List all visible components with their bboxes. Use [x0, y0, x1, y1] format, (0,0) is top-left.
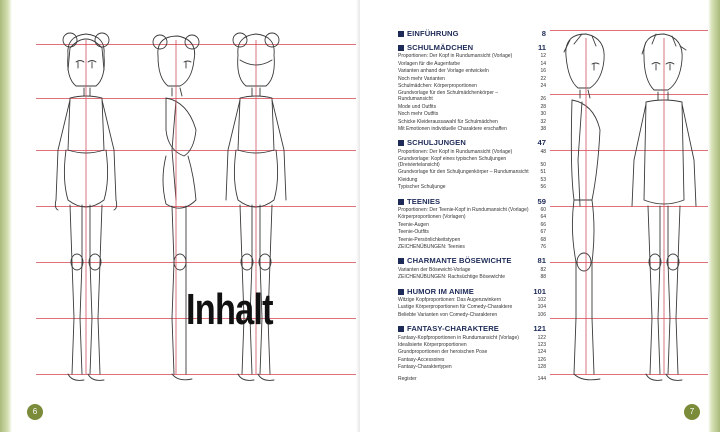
toc-entry[interactable] — [398, 149, 546, 155]
toc-entry-title: Idealisierte Körperproportionen — [398, 341, 467, 348]
toc-entry-title: Fantasy-Kopfproportionen in Rundumansicht (Vorlage) — [398, 334, 519, 341]
toc-entry-page: 16 — [540, 68, 546, 75]
toc-entry-title: Schulmädchen: Körperproportionen — [398, 82, 477, 89]
toc-entry-page: 123 — [537, 341, 546, 348]
toc-entry-title: Register — [398, 376, 417, 383]
toc-section-title: CHARMANTE BÖSEWICHTE — [407, 256, 512, 266]
toc-entry-page: 24 — [540, 82, 546, 89]
toc-entry[interactable] — [398, 364, 546, 370]
toc-entry-title: Vorlagen für die Augenfarbe — [398, 60, 460, 67]
toc-entry-page: 102 — [537, 296, 546, 303]
toc-entry-page: 104 — [537, 304, 546, 311]
square-bullet-icon — [398, 326, 404, 332]
toc-spacer — [398, 282, 546, 285]
toc-entry-page: 51 — [540, 169, 546, 176]
toc-section-page: 101 — [533, 286, 546, 296]
toc-entry-page: 50 — [540, 162, 546, 169]
toc-entry-title: Grundvorlage: Kopf eines typischen Schuljungen (Dreiviertelansicht) — [398, 156, 507, 169]
toc-entry-title: Grundvorlage für den Schulmädchenkörper – Rundumansicht — [398, 90, 499, 103]
toc-section-title: FANTASY-CHARAKTERE — [407, 324, 499, 334]
toc-entry[interactable] — [398, 229, 546, 235]
toc-entry-title: Varianten anhand der Vorlage entwickeln — [398, 68, 489, 75]
toc-section-page: 8 — [541, 29, 546, 38]
toc-section-heading[interactable] — [398, 197, 546, 206]
toc-entry[interactable] — [398, 68, 546, 74]
toc-spacer — [398, 133, 546, 136]
toc-entry[interactable] — [398, 156, 546, 168]
toc-entry[interactable] — [398, 237, 546, 243]
toc-entry-page: 88 — [540, 274, 546, 281]
toc-entry[interactable] — [398, 119, 546, 125]
toc-entry-page: 26 — [540, 96, 546, 103]
toc-entry[interactable] — [398, 335, 546, 341]
toc-entry[interactable] — [398, 53, 546, 59]
toc-entry-page: 67 — [540, 229, 546, 236]
toc-entry[interactable] — [398, 126, 546, 132]
toc-entry[interactable] — [398, 267, 546, 273]
toc-entry-title: Teenie-Augen — [398, 221, 429, 228]
toc-entry-page: 64 — [540, 214, 546, 221]
toc-entry-title: Proportionen: Der Kopf in Rundumansicht (Vorlage) — [398, 148, 513, 155]
toc-entry-page: 38 — [540, 125, 546, 132]
toc-entry-page: 32 — [540, 118, 546, 125]
toc-entry-title: Proportionen: Der Kopf in Rundumansicht (Vorlage) — [398, 53, 513, 60]
toc-entry-page: 66 — [540, 221, 546, 228]
square-bullet-icon — [398, 45, 404, 51]
toc-entry-title: ZEICHENÜBUNGEN: Teenies — [398, 243, 465, 250]
toc-entry-title: Grundproportionen der heroischen Pose — [398, 349, 488, 356]
toc-entry-title: ZEICHENÜBUNGEN: Rachsüchtige Bösewichte — [398, 274, 505, 281]
toc-spacer — [398, 192, 546, 195]
toc-entry[interactable] — [398, 274, 546, 280]
toc-spacer — [398, 251, 546, 254]
square-bullet-icon — [398, 258, 404, 264]
toc-entry-title: Teenie-Persönlichkeitstypen — [398, 236, 461, 243]
toc-entry-page: 56 — [540, 184, 546, 191]
square-bullet-icon — [398, 289, 404, 295]
toc-entry-title: Typischer Schuljunge — [398, 184, 446, 191]
toc-entry-title: Beliebte Varianten von Comedy-Charakteren — [398, 311, 498, 318]
toc-entry-page: 124 — [537, 349, 546, 356]
toc-entry-title: Fantasy-Accessoires — [398, 356, 445, 363]
toc-section-page: 11 — [537, 43, 546, 52]
toc-entry-page: 82 — [540, 266, 546, 273]
toc-entry-page: 144 — [537, 376, 546, 383]
toc-entry-title: Körperproportionen (Vorlagen) — [398, 214, 466, 221]
toc-entry-page: 126 — [537, 356, 546, 363]
toc-entry[interactable] — [398, 222, 546, 228]
toc-entry[interactable] — [398, 83, 546, 89]
toc-entry-page: 106 — [537, 311, 546, 318]
toc-section-title: TEENIES — [407, 196, 441, 206]
toc-entry-page: 14 — [540, 60, 546, 67]
toc-section-heading[interactable] — [398, 29, 546, 38]
square-bullet-icon — [398, 199, 404, 205]
square-bullet-icon — [398, 31, 404, 37]
toc-section-heading[interactable] — [398, 287, 546, 296]
toc-entry[interactable] — [398, 111, 546, 117]
toc-entry[interactable] — [398, 104, 546, 110]
toc-entry-title: Witzige Kopfproportionen: Das Augenzwinkern — [398, 296, 502, 303]
toc-entry-page: 22 — [540, 75, 546, 82]
toc-entry-title: Teenie-Outfits — [398, 229, 429, 236]
toc-entry[interactable] — [398, 61, 546, 67]
page-number-left: 6 — [27, 404, 43, 420]
toc-entry[interactable] — [398, 244, 546, 250]
toc-entry[interactable] — [398, 304, 546, 310]
toc-entry[interactable] — [398, 184, 546, 190]
toc-register-entry[interactable] — [398, 376, 546, 382]
toc-entry-title: Lustige Körperproportionen für Comedy-Charaktere — [398, 304, 513, 311]
toc-entry-title: Proportionen: Der Teenie-Kopf in Rundumansicht (Vorlage) — [398, 207, 529, 214]
toc-entry-title: Grundvorlage für den Schuljungenkörper – Rundumansicht — [398, 169, 529, 176]
table-of-contents — [398, 27, 546, 383]
toc-section-heading[interactable] — [398, 43, 546, 52]
toc-section-page: 47 — [537, 138, 546, 148]
toc-spacer — [398, 38, 546, 41]
toc-entry-page: 122 — [537, 334, 546, 341]
boy-side-view — [564, 34, 604, 380]
toc-section-title: SCHULJUNGEN — [407, 138, 466, 148]
toc-section-title: EINFÜHRUNG — [407, 29, 459, 38]
toc-entry[interactable] — [398, 342, 546, 348]
toc-entry[interactable] — [398, 357, 546, 363]
toc-entry-page: 76 — [540, 243, 546, 250]
toc-entry-page: 12 — [540, 53, 546, 60]
toc-entry-page: 128 — [537, 364, 546, 371]
toc-entry-title: Schicke Kleideraussawahl für Schulmädchen — [398, 118, 498, 125]
toc-section-page: 81 — [537, 256, 546, 266]
toc-entry-title: Noch mehr Outfits — [398, 111, 439, 118]
toc-entry[interactable] — [398, 169, 546, 175]
toc-spacer — [398, 319, 546, 322]
toc-entry-title: Mit Emotionen individuelle Charaktere erschaffen — [398, 125, 507, 132]
toc-entry-title: Varianten der Bösewicht-Vorlage — [398, 266, 471, 273]
toc-entry-title: Noch mehr Varianten — [398, 75, 445, 82]
toc-entry-page: 28 — [540, 103, 546, 110]
toc-entry-page: 53 — [540, 176, 546, 183]
toc-entry-page: 68 — [540, 236, 546, 243]
toc-entry-page: 30 — [540, 111, 546, 118]
toc-section-title: HUMOR IM ANIME — [407, 286, 474, 296]
right-page — [360, 0, 720, 432]
toc-entry[interactable] — [398, 349, 546, 355]
toc-entry[interactable] — [398, 207, 546, 213]
toc-entry-title: Kleidung — [398, 176, 418, 183]
toc-entry[interactable] — [398, 90, 546, 102]
toc-section-title: SCHULMÄDCHEN — [407, 43, 474, 52]
toc-entry[interactable] — [398, 312, 546, 318]
toc-entry-title: Mode und Outfits — [398, 103, 437, 110]
square-bullet-icon — [398, 140, 404, 146]
toc-section-page: 59 — [537, 196, 546, 206]
page-number-right: 7 — [684, 404, 700, 420]
toc-section-page: 121 — [533, 324, 546, 334]
toc-entry-page: 60 — [540, 207, 546, 214]
toc-entry-page: 48 — [540, 148, 546, 155]
toc-section-heading[interactable] — [398, 138, 546, 147]
toc-section-heading[interactable] — [398, 256, 546, 265]
toc-entry-title: Fantasy-Charaktertypen — [398, 364, 452, 371]
toc-entry[interactable] — [398, 214, 546, 220]
toc-entry[interactable] — [398, 177, 546, 183]
toc-entry[interactable] — [398, 297, 546, 303]
page-title: Inhalt — [186, 285, 273, 334]
toc-section-heading[interactable] — [398, 324, 546, 333]
toc-entry[interactable] — [398, 76, 546, 82]
